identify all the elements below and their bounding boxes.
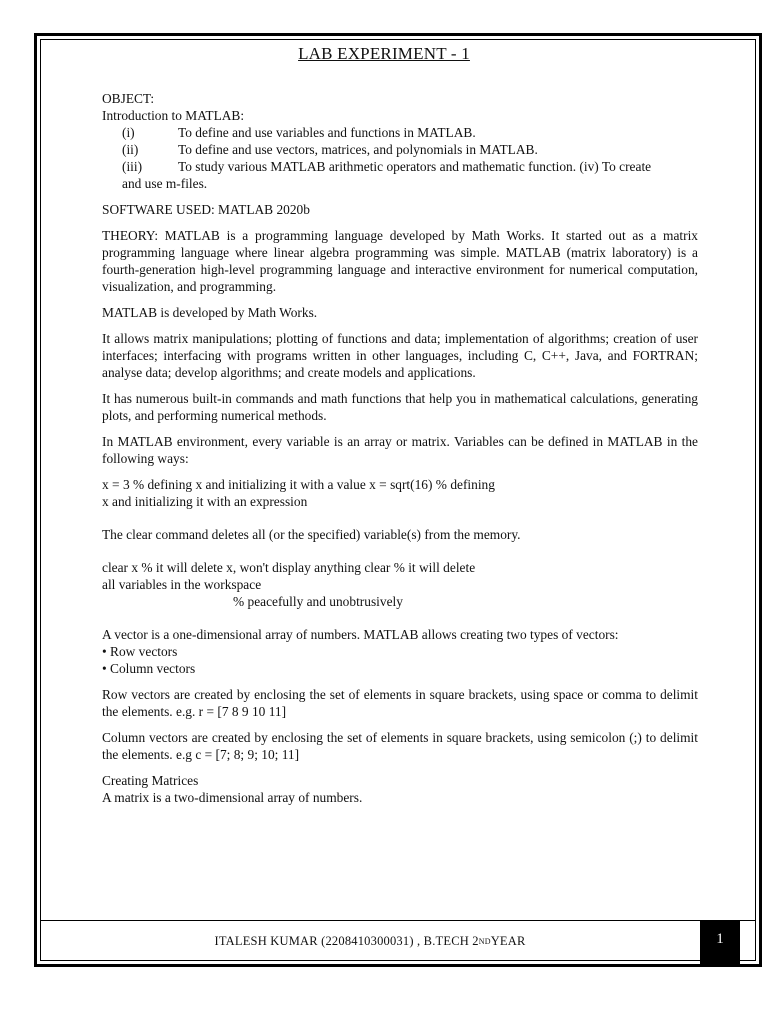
footer-superscript: ND [478, 936, 491, 946]
builtin-paragraph: It has numerous built-in commands and math functions that help you in mathematical calculations, generating plots, and performing numerical methods. [102, 391, 698, 423]
object-intro: Introduction to MATLAB: [102, 108, 245, 123]
object-item-continuation: and use m-files. [122, 176, 208, 191]
footer-year: YEAR [490, 933, 526, 948]
matrix-definition: A matrix is a two-dimensional array of numbers. [102, 790, 363, 805]
page-number: 1 [700, 921, 740, 967]
clear-command-paragraph: The clear command deletes all (or the specified) variable(s) from the memory. [102, 527, 521, 542]
footer-author [40, 921, 700, 961]
object-item-2 [102, 141, 698, 158]
clear-example-comment: % peacefully and unobtrusively [233, 594, 403, 609]
object-label: OBJECT: [102, 91, 155, 106]
object-item-number: (iii) [122, 159, 143, 174]
object-item-3 [102, 158, 698, 175]
row-vectors-paragraph: Row vectors are created by enclosing the set of elements in square brackets, using space or comma to delimit the elements. e.g. r = [7 8 9 10 11] [102, 687, 698, 719]
object-item-text: To define and use variables and functions in MATLAB. [178, 125, 476, 140]
clear-example-line: all variables in the workspace [102, 577, 262, 592]
theory-paragraph: THEORY: MATLAB is a programming language developed by Math Works. It started out as a matrix programming language where linear algebra programming was simple. MATLAB (matrix laboratory) is a fourth-generation high-level programming language and interactive environment for numerical computation, visualization, and programming. [102, 228, 698, 294]
document-body [102, 90, 698, 806]
vector-intro-paragraph: A vector is a one-dimensional array of numbers. MATLAB allows creating two types of vectors: [102, 627, 619, 642]
column-vectors-paragraph: Column vectors are created by enclosing the set of elements in square brackets, using semicolon (;) to delimit the elements. e.g c = [7; 8; 9; 10; 11] [102, 730, 698, 762]
footer-name: ITALESH KUMAR (2208410300031) , B.TECH 2 [214, 933, 479, 948]
environment-paragraph: In MATLAB environment, every variable is an array or matrix. Variables can be defined in MATLAB in the following ways: [102, 434, 698, 466]
object-item-number: (i) [122, 125, 135, 140]
variable-example-line: x = 3 % defining x and initializing it with a value x = sqrt(16) % defining [102, 477, 495, 492]
page-title: LAB EXPERIMENT - 1 [298, 44, 470, 63]
software-used: SOFTWARE USED: MATLAB 2020b [102, 202, 310, 217]
developed-by-paragraph: MATLAB is developed by Math Works. [102, 305, 318, 320]
bullet-row-vectors: • Row vectors [102, 644, 178, 659]
object-item-text: To study various MATLAB arithmetic operators and mathematic function. (iv) To create [178, 159, 652, 174]
object-item-1 [102, 124, 698, 141]
variable-example-line: x and initializing it with an expression [102, 494, 308, 509]
object-item-number: (ii) [122, 142, 139, 157]
capabilities-paragraph: It allows matrix manipulations; plotting of functions and data; implementation of algorithms; creation of user interfaces; interfacing with programs written in other languages, including C, C++, Java, and FORTRAN; analyse data; develop algorithms; and create models and applications. [102, 331, 698, 380]
clear-example-line: clear x % it will delete x, won't display anything clear % it will delete [102, 560, 476, 575]
bullet-column-vectors: • Column vectors [102, 661, 196, 676]
object-item-text: To define and use vectors, matrices, and polynomials in MATLAB. [178, 142, 538, 157]
creating-matrices-heading: Creating Matrices [102, 773, 199, 788]
